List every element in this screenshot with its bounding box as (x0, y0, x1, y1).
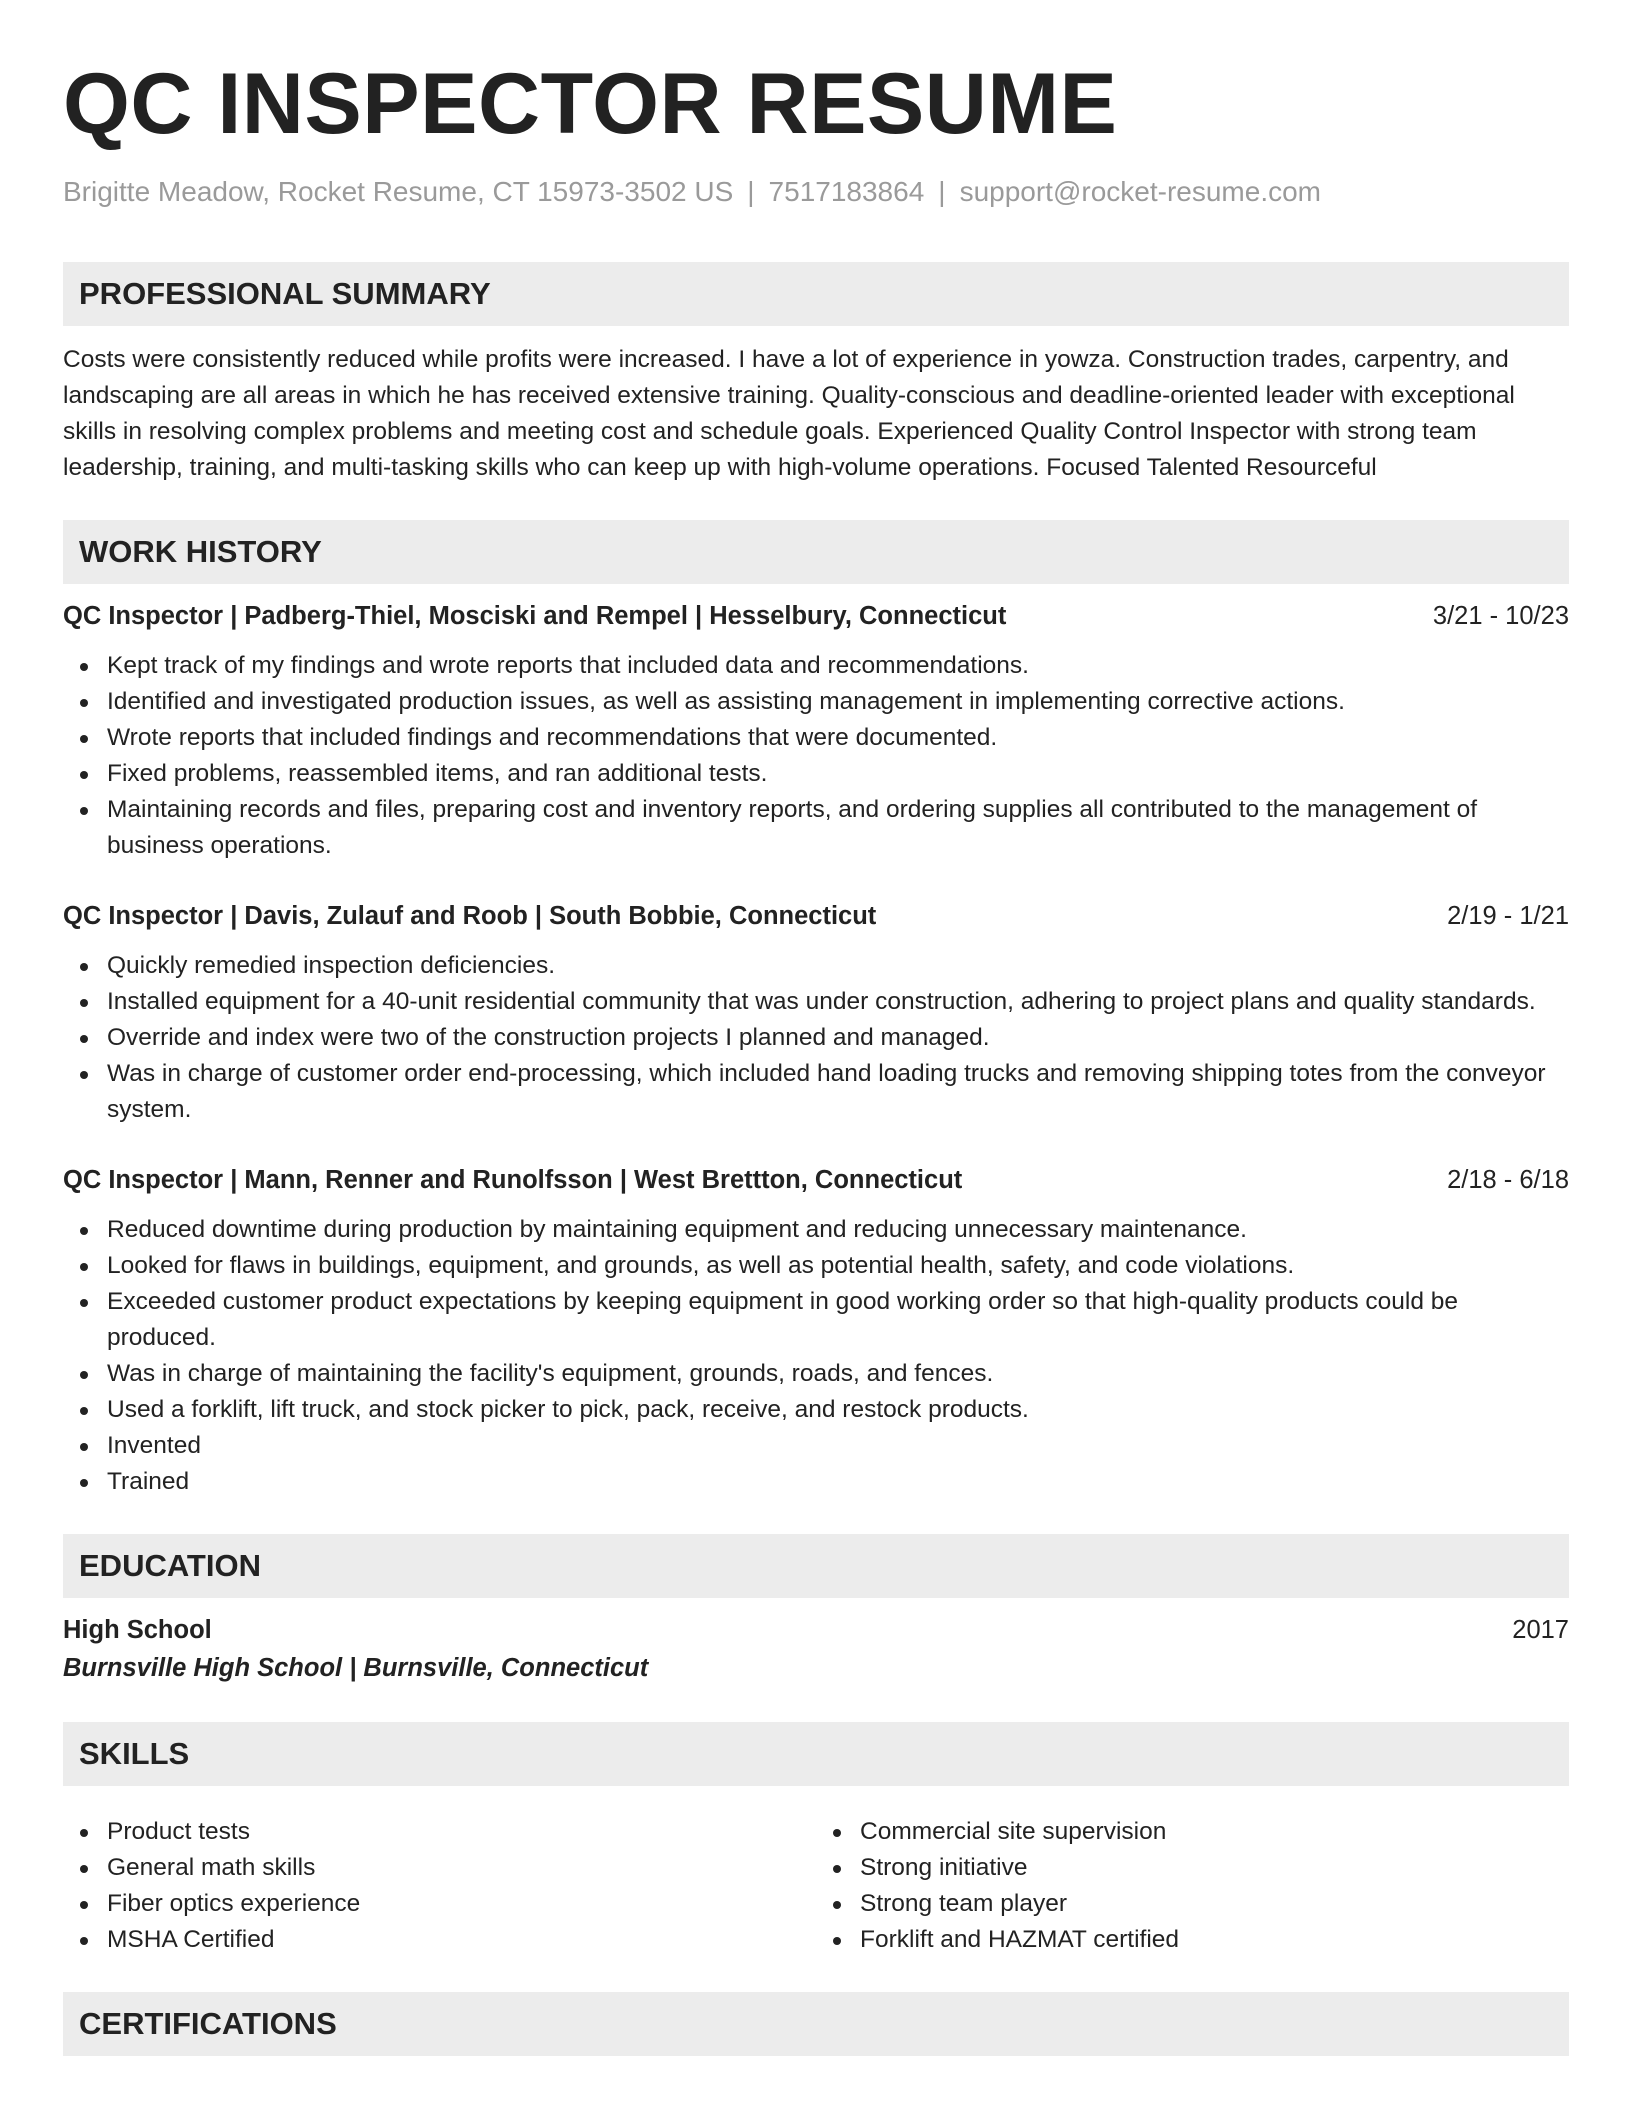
job-entry (63, 598, 1569, 864)
list-item: Maintaining records and files, preparing cost and inventory reports, and ordering supplies all contributed to the management of business operations. (63, 792, 1569, 864)
list-item: Trained (63, 1464, 1569, 1500)
list-item: Forklift and HAZMAT certified (816, 1922, 1569, 1958)
job-header (63, 1162, 1569, 1198)
section-header-skills: SKILLS (63, 1722, 1569, 1786)
skills-column-right (816, 1814, 1569, 1958)
education-school: Burnsville High School | Burnsville, Connecticut (63, 1654, 649, 1682)
contact-separator: | (747, 176, 755, 207)
job-title: QC Inspector | Davis, Zulauf and Roob | South Bobbie, Connecticut (63, 902, 877, 930)
list-item: General math skills (63, 1850, 816, 1886)
list-item: Product tests (63, 1814, 816, 1850)
job-entry (63, 1162, 1569, 1500)
list-item: Looked for flaws in buildings, equipment, and grounds, as well as potential health, safety, and code violations. (63, 1248, 1569, 1284)
education-entry (63, 1612, 1569, 1688)
work-history-list (63, 598, 1569, 1500)
list-item: Kept track of my findings and wrote reports that included data and recommendations. (63, 648, 1569, 684)
job-entry (63, 898, 1569, 1128)
contact-phone: 7517183864 (768, 176, 925, 207)
section-header-summary: PROFESSIONAL SUMMARY (63, 262, 1569, 326)
list-item: Fiber optics experience (63, 1886, 816, 1922)
list-item: Used a forklift, lift truck, and stock picker to pick, pack, receive, and restock products. (63, 1392, 1569, 1428)
job-dates: 3/21 - 10/23 (1432, 602, 1569, 630)
contact-line (63, 174, 1569, 210)
list-item: Override and index were two of the construction projects I planned and managed. (63, 1020, 1569, 1056)
job-bullets (63, 948, 1569, 1128)
job-header (63, 598, 1569, 634)
list-item: Installed equipment for a 40-unit residential community that was under construction, adhering to project plans and quality standards. (63, 984, 1569, 1020)
section-header-work-history: WORK HISTORY (63, 520, 1569, 584)
list-item: Invented (63, 1428, 1569, 1464)
list-item: Exceeded customer product expectations by keeping equipment in good working order so that high-quality products could be produced. (63, 1284, 1569, 1356)
job-title: QC Inspector | Padberg-Thiel, Mosciski and Rempel | Hesselbury, Connecticut (63, 602, 1007, 630)
resume-title: QC INSPECTOR RESUME (63, 56, 1118, 152)
list-item: Was in charge of customer order end-processing, which included hand loading trucks and removing shipping totes from the conveyor system. (63, 1056, 1569, 1128)
job-dates: 2/18 - 6/18 (1447, 1166, 1569, 1194)
list-item: Strong initiative (816, 1850, 1569, 1886)
contact-email: support@rocket-resume.com (959, 176, 1321, 207)
job-dates: 2/19 - 1/21 (1447, 902, 1569, 930)
list-item: Commercial site supervision (816, 1814, 1569, 1850)
education-year: 2017 (1512, 1616, 1569, 1644)
list-item: Reduced downtime during production by maintaining equipment and reducing unnecessary maintenance. (63, 1212, 1569, 1248)
contact-address: Brigitte Meadow, Rocket Resume, CT 15973-3502 US (63, 176, 734, 207)
list-item: Fixed problems, reassembled items, and ran additional tests. (63, 756, 1569, 792)
summary-text: Costs were consistently reduced while profits were increased. I have a lot of experience in yowza. Construction trades, carpentry, and landscaping are all areas in which he has received extensive training. Quality-conscious and deadline-oriented leader with exceptional skills in resolving complex problems and meeting cost and schedule goals. Experienced Quality Control Inspector with strong team leadership, training, and multi-tasking skills who can keep up with high-volume operations. Focused Talented Resourceful (63, 346, 1515, 481)
list-item: Wrote reports that included findings and recommendations that were documented. (63, 720, 1569, 756)
list-item: Strong team player (816, 1886, 1569, 1922)
skills-list (63, 1800, 1569, 1958)
contact-separator: | (938, 176, 946, 207)
job-bullets (63, 648, 1569, 864)
section-header-education: EDUCATION (63, 1534, 1569, 1598)
education-degree: High School (63, 1616, 212, 1644)
list-item: Identified and investigated production issues, as well as assisting management in implementing corrective actions. (63, 684, 1569, 720)
job-bullets (63, 1212, 1569, 1500)
job-header (63, 898, 1569, 934)
list-item: Was in charge of maintaining the facility's equipment, grounds, roads, and fences. (63, 1356, 1569, 1392)
education-header (63, 1612, 1569, 1648)
list-item: Quickly remedied inspection deficiencies. (63, 948, 1569, 984)
job-title: QC Inspector | Mann, Renner and Runolfsson | West Brettton, Connecticut (63, 1166, 963, 1194)
section-header-certifications: CERTIFICATIONS (63, 1992, 1569, 2056)
skills-column-left (63, 1814, 816, 1958)
list-item: MSHA Certified (63, 1922, 816, 1958)
